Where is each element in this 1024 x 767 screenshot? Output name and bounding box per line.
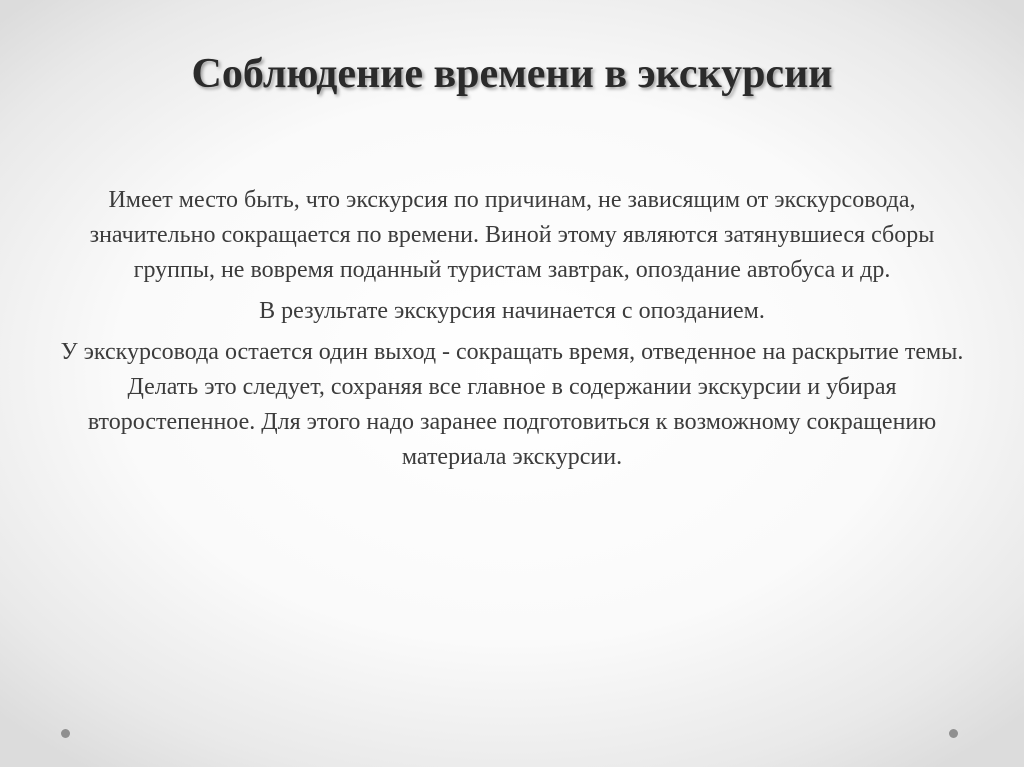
corner-dot-left-icon (61, 729, 70, 738)
paragraph-1: Имеет место быть, что экскурсия по причинам, не зависящим от экскурсовода, значительно сокращается по времени. Виной этому являются затянувшиеся сборы группы, не вовремя поданный туристам завтрак, опоздание автобуса и др. (89, 187, 935, 283)
slide-body (60, 183, 964, 481)
corner-dot-right-icon (949, 729, 958, 738)
paragraph-3: У экскурсовода остается один выход - сокращать время, отведенное на раскрытие темы. Делать это следует, сохраняя все главное в содержании экскурсии и убирая второстепенное. Для этого надо заранее подготовиться к возможному сокращению материала экскурсии. (60, 339, 964, 470)
slide-title: Соблюдение времени в экскурсии (191, 51, 833, 97)
paragraph-2: В результате экскурсия начинается с опозданием. (259, 298, 765, 324)
